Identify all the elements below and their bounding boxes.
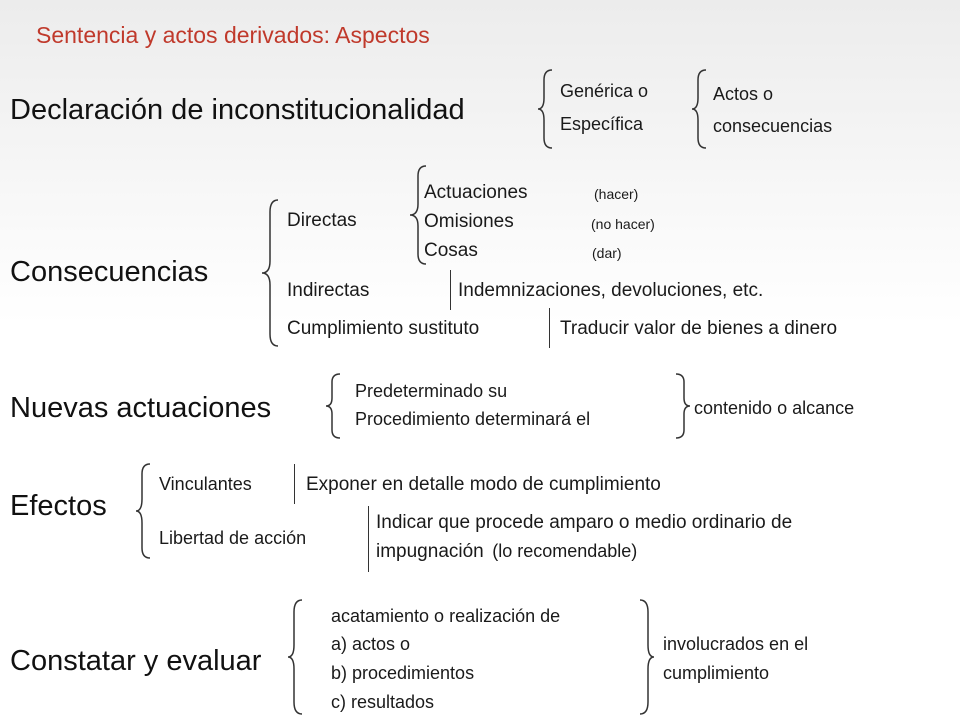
directas-item-omisiones: Omisiones: [424, 211, 514, 232]
libertad-description-line1: Indicar que procede amparo o medio ordinario de: [376, 512, 793, 533]
efectos-vinculantes: Vinculantes: [159, 474, 252, 494]
efectos-libertad-accion: Libertad de acción: [159, 528, 307, 548]
slide-title: Sentencia y actos derivados: Aspectos: [36, 22, 430, 48]
heading-consecuencias: Consecuencias: [10, 256, 209, 288]
directas-item-actuaciones: Actuaciones: [424, 182, 528, 203]
constatar-line1: acatamiento o realización de: [331, 606, 561, 626]
consecuencias-indirectas: Indirectas: [287, 280, 370, 301]
brace-declaracion-left: [538, 68, 558, 150]
divider-cumplimiento: [549, 308, 550, 348]
constatar-result-line2: cumplimiento: [663, 663, 770, 683]
directas-item-cosas: Cosas: [424, 240, 478, 261]
brace-nuevas-right: [672, 372, 692, 440]
declaracion-result-line2: consecuencias: [713, 116, 833, 136]
brace-consecuencias: [262, 198, 284, 348]
brace-nuevas-left: [326, 372, 346, 440]
heading-declaracion: Declaración de inconstitucionalidad: [10, 94, 465, 126]
constatar-line2: a) actos o: [331, 634, 411, 654]
declaracion-option-generica: Genérica o: [560, 81, 649, 101]
declaracion-option-especifica: Específica: [560, 114, 644, 134]
divider-vinculantes: [294, 464, 295, 504]
declaracion-result-line1: Actos o: [713, 84, 774, 104]
constatar-line4: c) resultados: [331, 692, 435, 712]
consecuencias-directas: Directas: [287, 210, 357, 231]
constatar-line3: b) procedimientos: [331, 663, 475, 683]
libertad-description-line2: [376, 541, 637, 563]
libertad-impugnacion: impugnación: [376, 541, 484, 562]
nuevas-line1: Predeterminado su: [355, 381, 508, 401]
nuevas-line2: Procedimiento determinará el: [355, 409, 591, 429]
cumplimiento-description: Traducir valor de bienes a dinero: [560, 318, 838, 339]
brace-declaracion-right: [692, 68, 712, 150]
nuevas-result: contenido o alcance: [694, 398, 855, 418]
brace-efectos: [136, 462, 156, 560]
constatar-result-line1: involucrados en el: [663, 634, 809, 654]
divider-indirectas: [450, 270, 451, 310]
heading-efectos: Efectos: [10, 490, 107, 522]
heading-nuevas-actuaciones: Nuevas actuaciones: [10, 392, 272, 424]
libertad-note: (lo recomendable): [492, 541, 638, 561]
directas-note-no-hacer: (no hacer): [591, 216, 655, 232]
indirectas-description: Indemnizaciones, devoluciones, etc.: [458, 280, 764, 301]
divider-libertad: [368, 506, 369, 572]
brace-constatar-left: [288, 598, 308, 716]
directas-note-dar: (dar): [592, 245, 622, 261]
brace-constatar-right: [636, 598, 656, 716]
directas-note-hacer: (hacer): [594, 186, 639, 202]
heading-constatar-evaluar: Constatar y evaluar: [10, 645, 262, 677]
vinculantes-description: Exponer en detalle modo de cumplimiento: [306, 474, 661, 495]
consecuencias-cumplimiento-sustituto: Cumplimiento sustituto: [287, 318, 480, 339]
